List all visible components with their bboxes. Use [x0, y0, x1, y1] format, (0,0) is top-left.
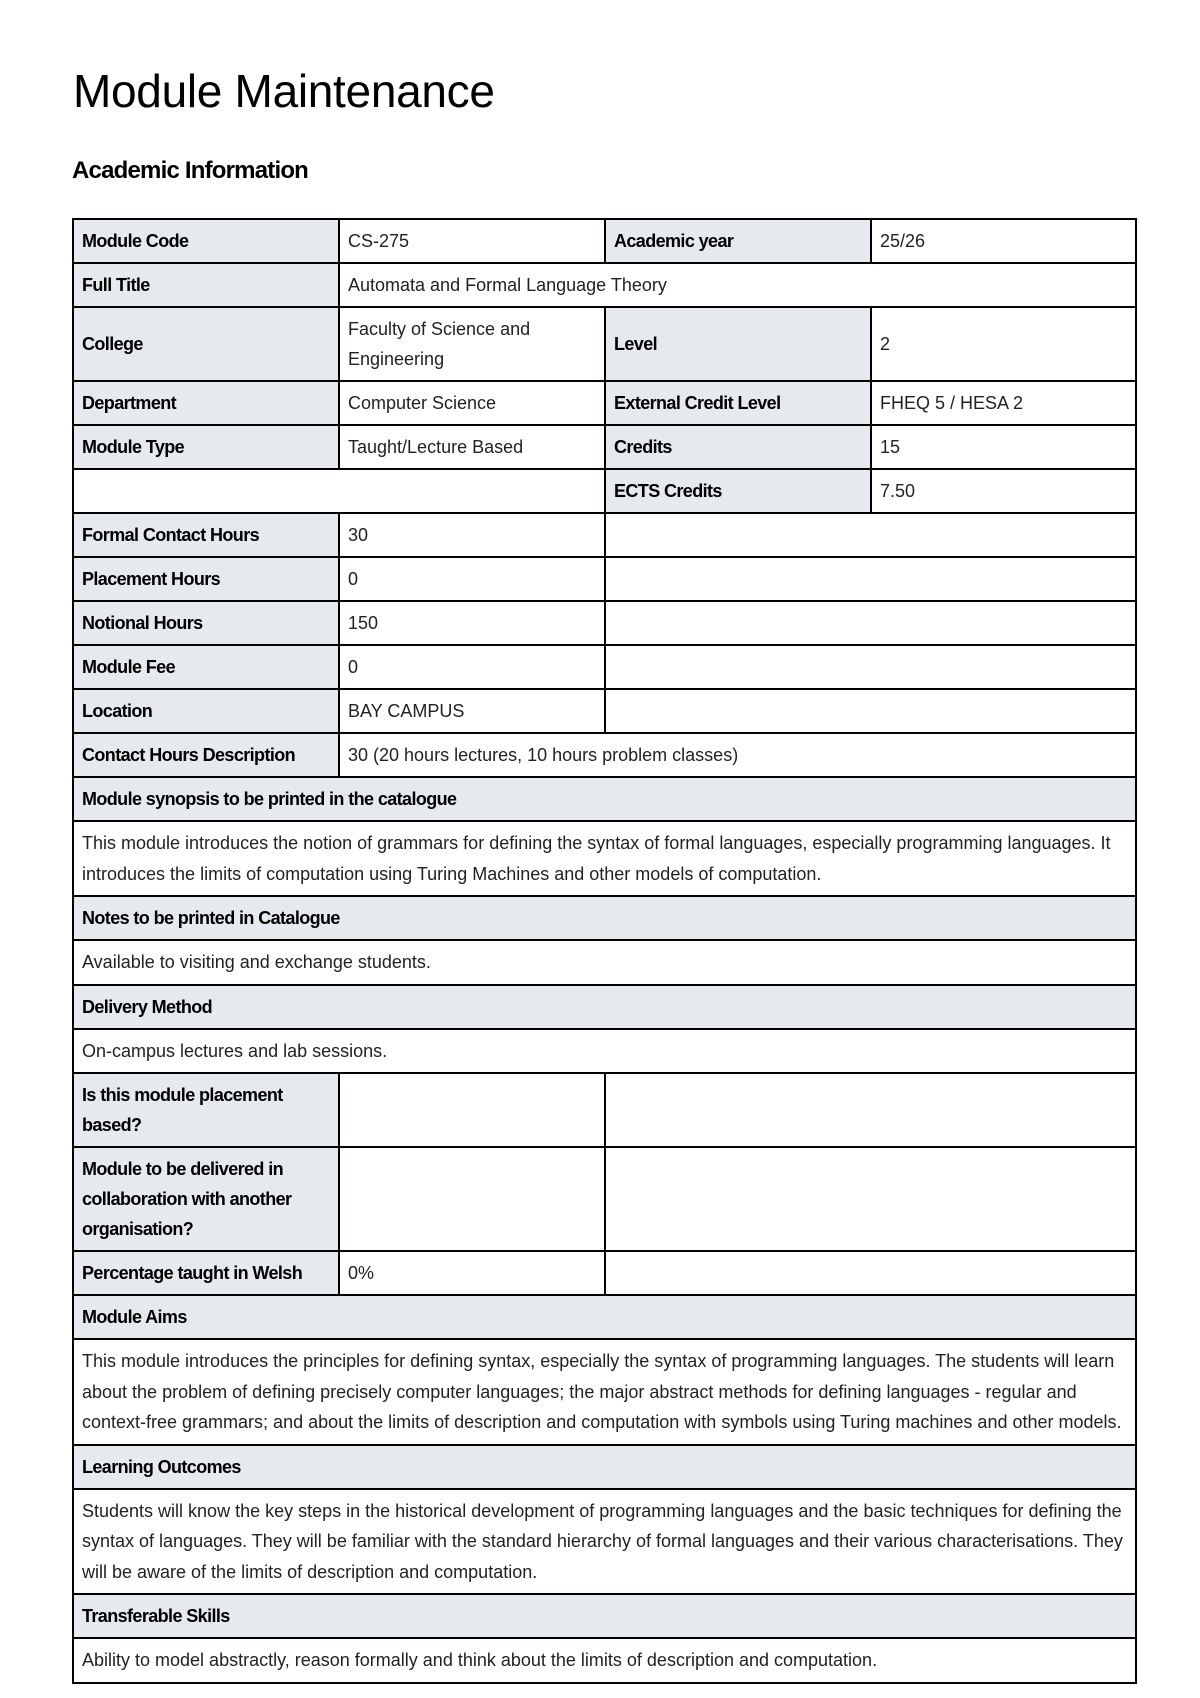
- table-row: [73, 1147, 1136, 1251]
- placement-based-value: [339, 1073, 605, 1147]
- table-row: [73, 1445, 1136, 1489]
- full-title-label: Full Title: [73, 263, 339, 307]
- module-code-label: Module Code: [73, 219, 339, 263]
- delivery-method-text: On-campus lectures and lab sessions.: [73, 1029, 1136, 1074]
- academic-information-table: [72, 218, 1137, 1684]
- table-row: [73, 263, 1136, 307]
- contact-hours-description-label: Contact Hours Description: [73, 733, 339, 777]
- table-row: [73, 1638, 1136, 1683]
- empty-cell: [605, 601, 1136, 645]
- table-row: [73, 896, 1136, 940]
- table-row: [73, 425, 1136, 469]
- module-aims-heading: Module Aims: [73, 1295, 1136, 1339]
- notes-heading: Notes to be printed in Catalogue: [73, 896, 1136, 940]
- empty-cell: [605, 1251, 1136, 1295]
- academic-year-value: 25/26: [871, 219, 1136, 263]
- table-row: [73, 1489, 1136, 1595]
- external-credit-level-value: FHEQ 5 / HESA 2: [871, 381, 1136, 425]
- contact-hours-description-value: 30 (20 hours lectures, 10 hours problem classes): [339, 733, 1136, 777]
- credits-value: 15: [871, 425, 1136, 469]
- table-row: [73, 307, 1136, 381]
- full-title-value: Automata and Formal Language Theory: [339, 263, 1136, 307]
- notional-hours-value: 150: [339, 601, 605, 645]
- collaboration-label: Module to be delivered in collaboration with another organisation?: [73, 1147, 339, 1251]
- empty-cell: [605, 645, 1136, 689]
- transferable-skills-heading: Transferable Skills: [73, 1594, 1136, 1638]
- academic-year-label: Academic year: [605, 219, 871, 263]
- table-row: [73, 1339, 1136, 1445]
- placement-hours-value: 0: [339, 557, 605, 601]
- module-aims-text: This module introduces the principles for defining syntax, especially the syntax of programming languages. The students will learn about the problem of defining precisely computer languages; the major abstract methods for defining languages - regular and context-free grammars; and about the limits of description and computation with symbols using Turing machines and other models.: [73, 1339, 1136, 1445]
- transferable-skills-text: Ability to model abstractly, reason formally and think about the limits of description and computation.: [73, 1638, 1136, 1683]
- collaboration-value: [339, 1147, 605, 1251]
- empty-cell: [605, 1073, 1136, 1147]
- college-label: College: [73, 307, 339, 381]
- empty-cell: [73, 469, 605, 513]
- notes-text: Available to visiting and exchange students.: [73, 940, 1136, 985]
- empty-cell: [605, 557, 1136, 601]
- table-row: [73, 1073, 1136, 1147]
- department-label: Department: [73, 381, 339, 425]
- department-value: Computer Science: [339, 381, 605, 425]
- table-row: [73, 777, 1136, 821]
- ects-credits-value: 7.50: [871, 469, 1136, 513]
- table-row: [73, 821, 1136, 896]
- college-value: Faculty of Science and Engineering: [339, 307, 605, 381]
- empty-cell: [605, 689, 1136, 733]
- learning-outcomes-heading: Learning Outcomes: [73, 1445, 1136, 1489]
- page-title: Module Maintenance: [73, 65, 495, 117]
- table-row: [73, 645, 1136, 689]
- table-row: [73, 1251, 1136, 1295]
- table-row: [73, 940, 1136, 985]
- module-type-label: Module Type: [73, 425, 339, 469]
- delivery-method-heading: Delivery Method: [73, 985, 1136, 1029]
- external-credit-level-label: External Credit Level: [605, 381, 871, 425]
- table-row: [73, 689, 1136, 733]
- level-value: 2: [871, 307, 1136, 381]
- table-row: [73, 219, 1136, 263]
- table-row: [73, 1594, 1136, 1638]
- location-value: BAY CAMPUS: [339, 689, 605, 733]
- section-heading-academic-information: Academic Information: [72, 157, 309, 184]
- percentage-welsh-value: 0%: [339, 1251, 605, 1295]
- empty-cell: [605, 513, 1136, 557]
- placement-based-label: Is this module placement based?: [73, 1073, 339, 1147]
- module-fee-value: 0: [339, 645, 605, 689]
- table-row: [73, 469, 1136, 513]
- table-row: [73, 557, 1136, 601]
- table-row: [73, 733, 1136, 777]
- learning-outcomes-text: Students will know the key steps in the historical development of programming languages and the basic techniques for defining the syntax of languages. They will be familiar with the standard hierarchy of formal languages and their various characterisations. They will be aware of the limits of description and computation.: [73, 1489, 1136, 1595]
- notional-hours-label: Notional Hours: [73, 601, 339, 645]
- table-row: [73, 985, 1136, 1029]
- location-label: Location: [73, 689, 339, 733]
- module-fee-label: Module Fee: [73, 645, 339, 689]
- credits-label: Credits: [605, 425, 871, 469]
- formal-contact-hours-label: Formal Contact Hours: [73, 513, 339, 557]
- table-row: [73, 601, 1136, 645]
- table-row: [73, 381, 1136, 425]
- module-type-value: Taught/Lecture Based: [339, 425, 605, 469]
- percentage-welsh-label: Percentage taught in Welsh: [73, 1251, 339, 1295]
- level-label: Level: [605, 307, 871, 381]
- module-code-value: CS-275: [339, 219, 605, 263]
- formal-contact-hours-value: 30: [339, 513, 605, 557]
- table-row: [73, 1029, 1136, 1074]
- table-row: [73, 513, 1136, 557]
- table-row: [73, 1295, 1136, 1339]
- placement-hours-label: Placement Hours: [73, 557, 339, 601]
- synopsis-text: This module introduces the notion of grammars for defining the syntax of formal languages, especially programming languages. It introduces the limits of computation using Turing Machines and other models of computation.: [73, 821, 1136, 896]
- synopsis-heading: Module synopsis to be printed in the catalogue: [73, 777, 1136, 821]
- ects-credits-label: ECTS Credits: [605, 469, 871, 513]
- empty-cell: [605, 1147, 1136, 1251]
